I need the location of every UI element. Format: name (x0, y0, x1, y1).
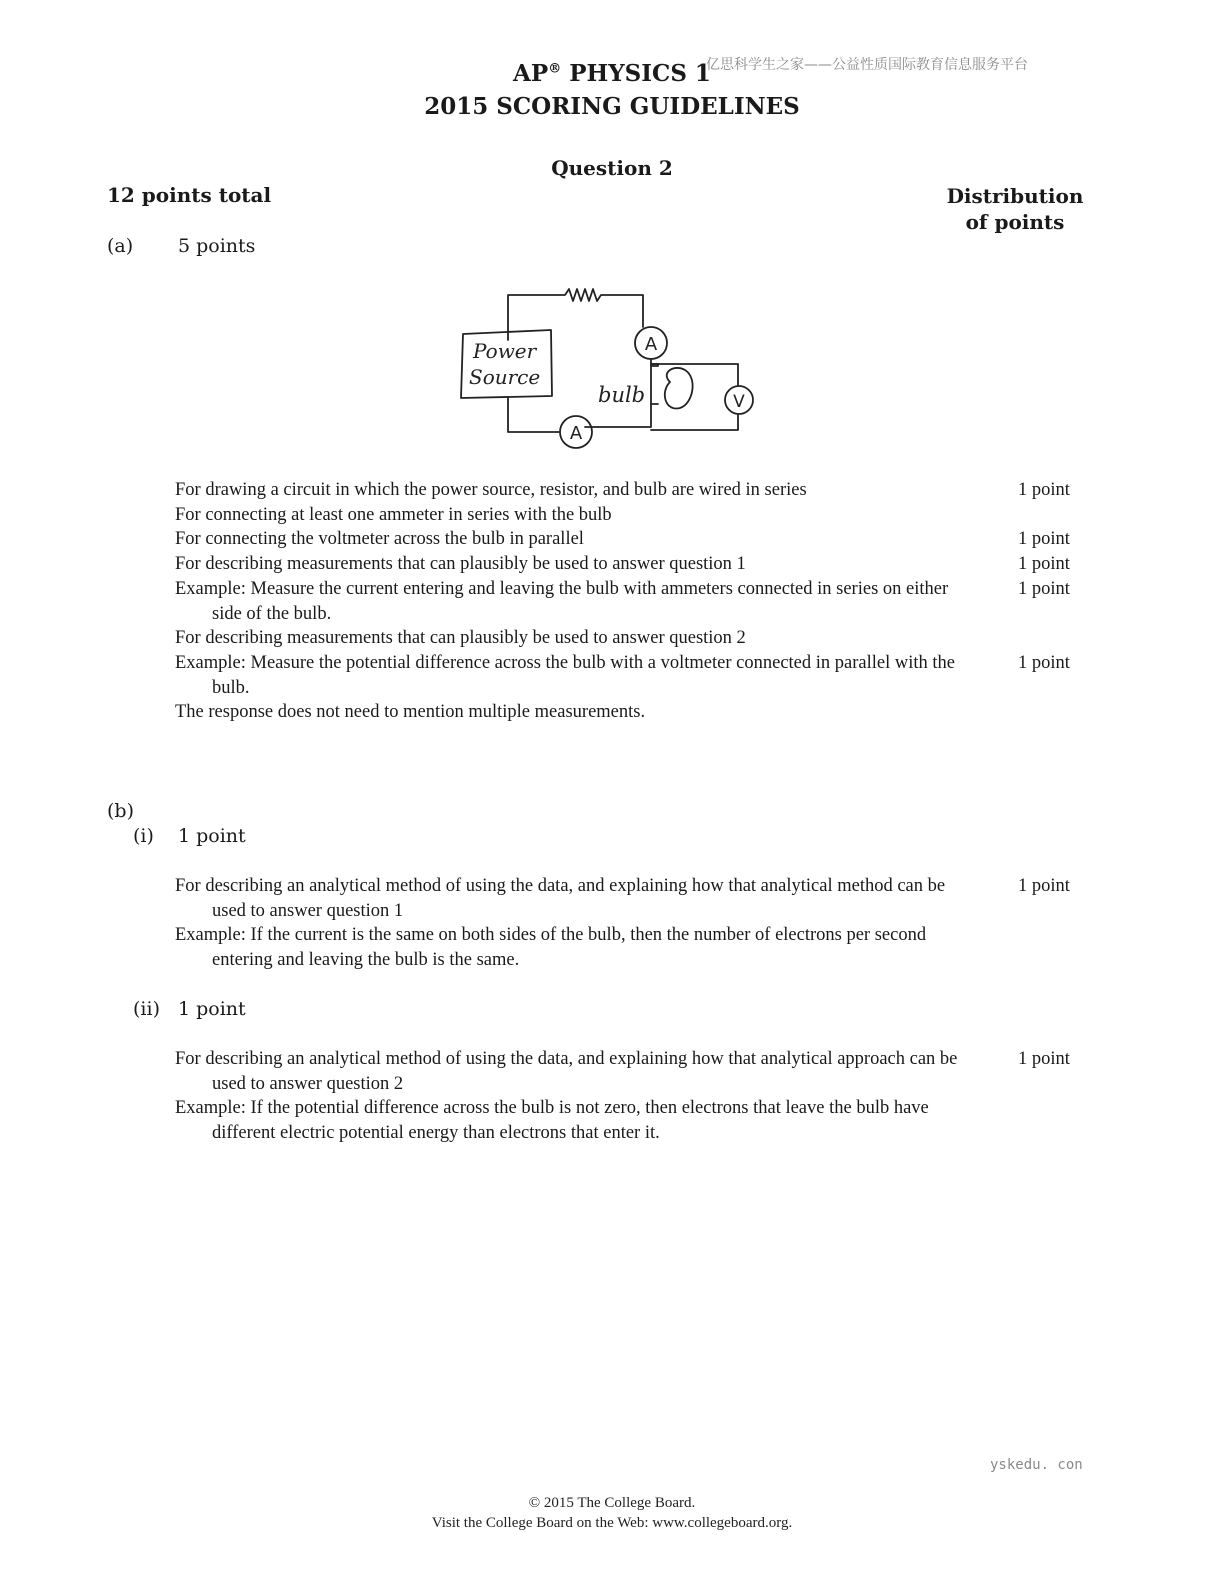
question-title: Question 2 (551, 156, 673, 180)
power-source-label-2: Source (469, 365, 541, 389)
points-a2: 1 point (1018, 529, 1070, 549)
criterion-b-i: For describing an analytical method of using the data, and explaining how that analytical method can be used to answer question 1 (175, 876, 946, 921)
part-b-i-criteria (175, 874, 965, 973)
points-b-ii: 1 point (1018, 1049, 1070, 1069)
footer-copyright: © 2015 The College Board. (528, 1495, 696, 1511)
bulb-icon (665, 368, 693, 409)
ammeter-top-label: A (644, 334, 658, 355)
part-b-i-points: 1 point (178, 825, 246, 847)
part-b-ii-criteria (175, 1047, 965, 1146)
part-a-points: 5 points (178, 235, 256, 257)
example-a4: Example: Measure the current entering and leaving the bulb with ammeters connected in series on either side of the bulb. (175, 578, 949, 624)
part-b-i-label: (i) (133, 825, 154, 847)
distribution-header (940, 183, 1090, 235)
circuit-diagram (455, 282, 765, 457)
power-source-label-1: Power (473, 339, 537, 363)
left-wire (508, 398, 559, 432)
distribution-line1: Distribution (946, 184, 1084, 208)
total-points: 12 points total (107, 183, 272, 207)
criterion-a5: For describing measurements that can plausibly be used to answer question 2 (175, 628, 746, 649)
title-prefix: AP (513, 60, 549, 87)
part-a-label: (a) (107, 235, 134, 257)
points-a4: 1 point (1018, 579, 1070, 599)
part-b-ii-label: (ii) (133, 998, 160, 1020)
part-b-label: (b) (107, 800, 134, 822)
note-a: The response does not need to mention multiple measurements. (175, 702, 646, 723)
part-a-criteria (175, 478, 965, 725)
part-b-ii-points: 1 point (178, 998, 246, 1020)
points-a3: 1 point (1018, 554, 1070, 574)
distribution-line2: of points (965, 210, 1065, 234)
footer-website: Visit the College Board on the Web: www.collegeboard.org. (431, 1515, 793, 1531)
bulb-label: bulb (598, 383, 646, 407)
ammeter-bottom-label: A (569, 423, 583, 444)
title-suffix: PHYSICS 1 (561, 60, 711, 87)
example-a5: Example: Measure the potential difference across the bulb with a voltmeter connected in parallel with the bulb. (175, 652, 955, 698)
criterion-a2: For connecting at least one ammeter in series with the bulb (175, 504, 612, 525)
criterion-a3: For connecting the voltmeter across the bulb in parallel (175, 529, 584, 550)
registered-mark: ® (548, 61, 562, 77)
points-a5: 1 point (1018, 653, 1070, 673)
criterion-a1: For drawing a circuit in which the power source, resistor, and bulb are wired in series (175, 480, 807, 500)
top-wire (508, 289, 643, 340)
watermark-bottom: yskedu. con (990, 1457, 1083, 1473)
criterion-b-ii: For describing an analytical method of using the data, and explaining how that analytical approach can be used to answer question 2 (175, 1049, 958, 1094)
watermark-top: 亿思科学生之家——公益性质国际教育信息服务平台 (706, 57, 1028, 73)
points-b-i: 1 point (1018, 876, 1070, 896)
voltmeter-label: V (733, 392, 745, 412)
criterion-a4: For describing measurements that can plausibly be used to answer question 1 (175, 554, 746, 575)
bulb-connector (651, 364, 658, 404)
example-b-i: Example: If the current is the same on both sides of the bulb, then the number of electrons per second entering and leaving the bulb is the same. (175, 925, 927, 971)
page-subtitle: 2015 SCORING GUIDELINES (424, 93, 800, 120)
points-a1: 1 point (1018, 480, 1070, 500)
example-b-ii: Example: If the potential difference across the bulb is not zero, then electrons that leave the bulb have different electric potential energy than electrons that enter it. (175, 1098, 929, 1144)
page-title (0, 60, 1224, 87)
